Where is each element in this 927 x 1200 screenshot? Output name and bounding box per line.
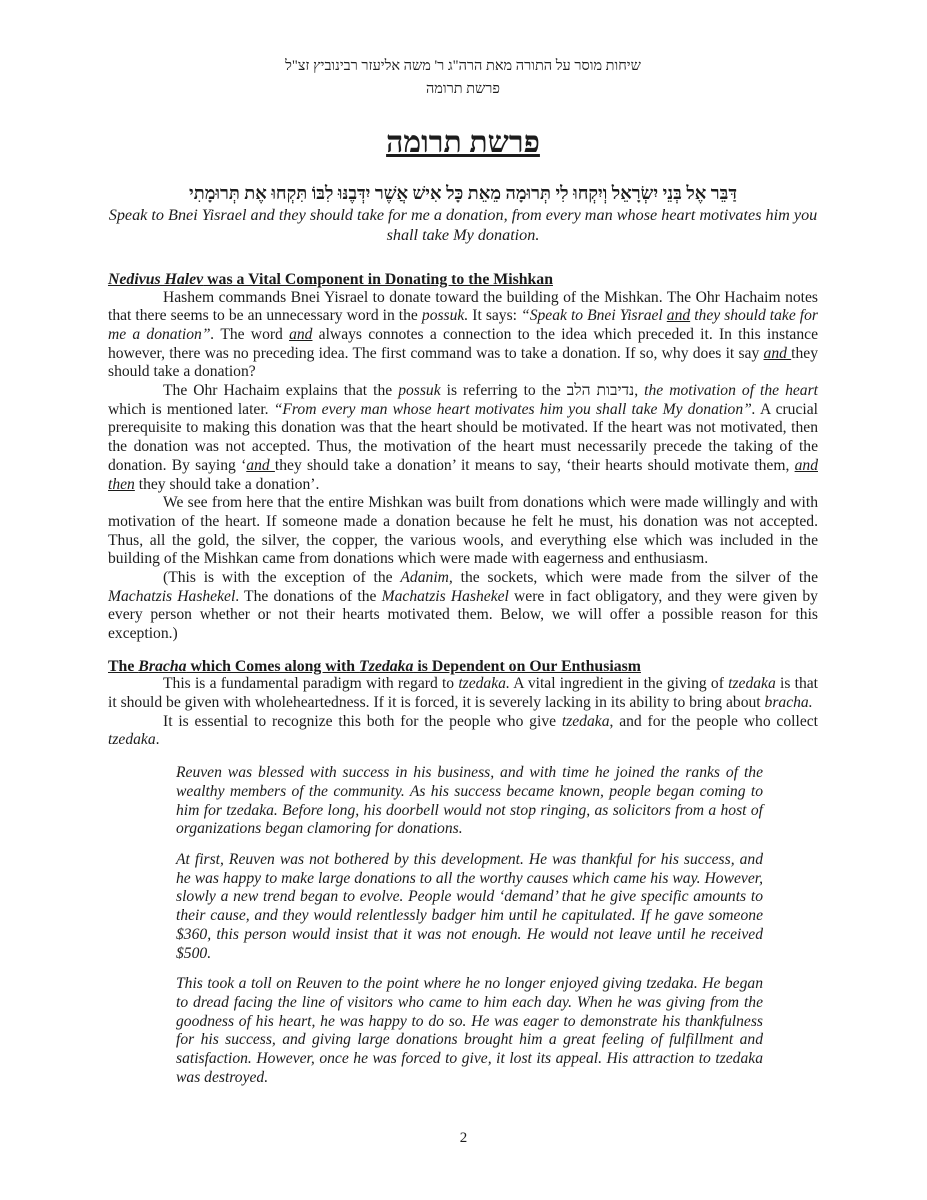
body-paragraph: Hashem commands Bnei Yisrael to donate toward the building of the Mishkan. The Ohr Hachaim notes that there seems to be an unnecessary word in the possuk. It says: “Speak to Bnei Yisrael and they should take for me a donation”. The word and always connotes a connection to the idea which preceded it. In this instance however, there was no preceding idea. The first command was to take a donation. If so, why does it say and they should take a donation? [108,288,819,381]
page-number: 2 [459,1130,468,1146]
body-paragraph: (This is with the exception of the Adanim, the sockets, which were made from the silver of the Machatzis Hashekel. The donations of the Machatzis Hashekel were in fact obligatory, and they were given by every person whether or not their hearts motivated them. Below, we will offer a possible reason for this exception.) [108,569,818,643]
header-author-line: שיחות מוסר על התורה מאת הרה"ג ר' משה אליעזר רבינוביץ זצ"ל [285,58,641,74]
anecdote-paragraph: Reuven was blessed with success in his business, and with time he joined the ranks of the wealthy members of the community. As his success became known, people began coming to him for tzedaka. Before long, his doorbell would not stop ringing, as solicitors from a host of organizations began clamoring for donations. [176,764,763,838]
anecdote-block [108,764,818,1087]
anecdote-paragraph: At first, Reuven was not bothered by this development. He was thankful for his success, and he was happy to make large donations to all the worthy causes which came his way. However, slowly a new trend began to evolve. People would ‘demand’ that he give specific amounts to their cause, and they would relentlessly badger him until he capitulated. If he gave someone $360, this person would insist that it was not enough. He would not leave until he received $500. [176,850,763,962]
verse-hebrew: דַּבֵּר אֶל בְּנֵי יִשְׂרָאֵל וְיִקְחוּ לִי תְּרוּמָה מֵאֵת כָּל אִישׁ אֲשֶׁר יִדְּבֶנּוּ לִבּוֹ תִּקְחוּ אֶת תְּרוּמָתִי [189,183,737,203]
body-paragraph: This is a fundamental paradigm with regard to tzedaka. A vital ingredient in the giving of tzedaka is that it should be given with wholeheartedness. If it is forced, it is severely lacking in its ability to bring about bracha. [108,675,818,712]
body-paragraph: It is essential to recognize this both for the people who give tzedaka, and for the people who collect tzedaka. [108,712,818,749]
section-heading-bracha-tzedaka: The Bracha which Comes along with Tzedaka is Dependent on Our Enthusiasm [108,657,641,675]
verse-translation: Speak to Bnei Yisrael and they should take for me a donation, from every man whose heart motivates him you shall take My donation. [108,206,818,244]
body-paragraph: The Ohr Hachaim explains that the possuk is referring to the נדיבות הלב, the motivation of the heart which is mentioned later. “From every man whose heart motivates him you shall take My donation”. A crucial prerequisite to making this donation was that the heart should be motivated. If the heart was not motivated, then the donation was not accepted. Thus, the motivation of the heart must necessarily precede the taking of the donation. By saying ‘and they should take a donation’ it means to say, ‘their hearts should motivate them, and then they should take a donation’. [108,382,818,493]
body-paragraph: We see from here that the entire Mishkan was built from donations which were made willingly and with motivation of the heart. If someone made a donation because he felt he must, his donation was not accepted. Thus, all the gold, the silver, the copper, the various wools, and everything else which was included in the building of the Mishkan came from donations which were made with eagerness and enthusiasm. [108,494,818,568]
header-parsha-line: פרשת תרומה [425,81,501,97]
section-heading-nedivus-halev: Nedivus Halev was a Vital Component in Donating to the Mishkan [108,271,553,288]
anecdote-paragraph: This took a toll on Reuven to the point where he no longer enjoyed giving tzedaka. He began to dread facing the line of visitors who came to him each day. When he was giving from the goodness of his heart, he was happy to do so. He was eager to demonstrate his thankfulness for his success, and giving large donations brought him a great feeling of fulfillment and satisfaction. However, once he was forced to give, it lost its appeal. His attraction to tzedaka was destroyed. [176,975,763,1086]
document-header [108,55,818,101]
page-title: פרשת תרומה [386,126,540,159]
